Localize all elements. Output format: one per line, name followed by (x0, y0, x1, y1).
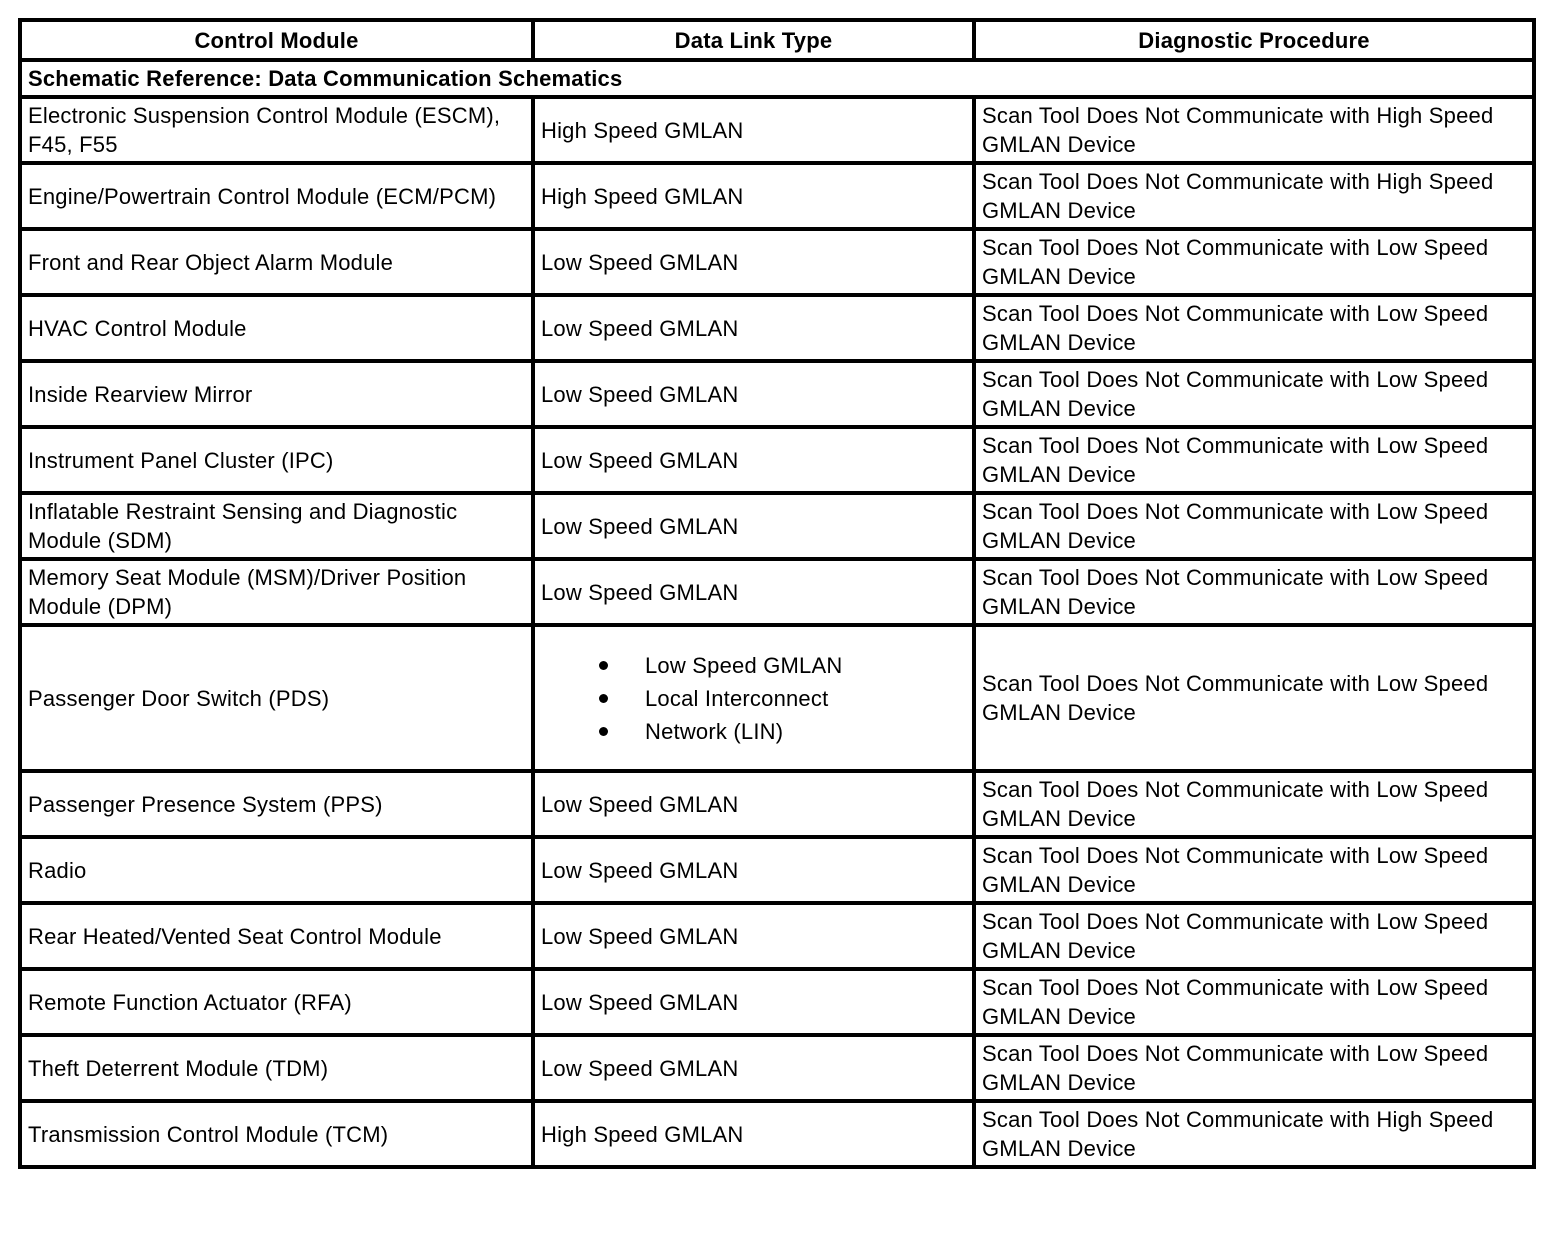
diagnostic-procedure-cell: Scan Tool Does Not Communicate with High Speed GMLAN Device (974, 97, 1534, 163)
data-link-type-cell: High Speed GMLAN (533, 163, 974, 229)
diagnostic-procedure-cell: Scan Tool Does Not Communicate with High Speed GMLAN Device (974, 1101, 1534, 1167)
control-module-cell: Passenger Presence System (PPS) (20, 771, 533, 837)
data-link-list (541, 649, 966, 748)
table-row (20, 969, 1534, 1035)
data-link-type-cell: Low Speed GMLAN (533, 559, 974, 625)
table-row (20, 903, 1534, 969)
table-row (20, 837, 1534, 903)
header-diagnostic-procedure: Diagnostic Procedure (974, 20, 1534, 60)
data-link-type-cell: High Speed GMLAN (533, 97, 974, 163)
diagnostic-procedure-cell: Scan Tool Does Not Communicate with Low Speed GMLAN Device (974, 493, 1534, 559)
data-link-type-cell: Low Speed GMLAN (533, 427, 974, 493)
data-link-type-cell: Low Speed GMLAN (533, 361, 974, 427)
data-link-list-item: Low Speed GMLAN (599, 649, 966, 682)
table-row (20, 361, 1534, 427)
diagnostic-procedure-cell: Scan Tool Does Not Communicate with Low Speed GMLAN Device (974, 1035, 1534, 1101)
data-link-type-cell (533, 625, 974, 771)
data-link-type-cell: Low Speed GMLAN (533, 229, 974, 295)
diagnostic-procedure-cell: Scan Tool Does Not Communicate with High Speed GMLAN Device (974, 163, 1534, 229)
control-module-cell: Instrument Panel Cluster (IPC) (20, 427, 533, 493)
control-module-cell: Front and Rear Object Alarm Module (20, 229, 533, 295)
control-module-cell: Rear Heated/Vented Seat Control Module (20, 903, 533, 969)
data-link-list-item: Local Interconnect (599, 682, 966, 715)
control-module-cell: Transmission Control Module (TCM) (20, 1101, 533, 1167)
header-data-link-type: Data Link Type (533, 20, 974, 60)
control-module-cell: Inside Rearview Mirror (20, 361, 533, 427)
table-row (20, 771, 1534, 837)
data-link-type-cell: Low Speed GMLAN (533, 903, 974, 969)
control-module-cell: Electronic Suspension Control Module (ESCM), F45, F55 (20, 97, 533, 163)
control-module-cell: Passenger Door Switch (PDS) (20, 625, 533, 771)
table-row (20, 1035, 1534, 1101)
control-module-cell: Memory Seat Module (MSM)/Driver Position Module (DPM) (20, 559, 533, 625)
table-row (20, 1101, 1534, 1167)
table-row (20, 163, 1534, 229)
data-link-type-cell: Low Speed GMLAN (533, 1035, 974, 1101)
diagnostic-procedure-cell: Scan Tool Does Not Communicate with Low Speed GMLAN Device (974, 229, 1534, 295)
diagnostic-procedure-cell: Scan Tool Does Not Communicate with Low Speed GMLAN Device (974, 625, 1534, 771)
data-link-type-cell: Low Speed GMLAN (533, 969, 974, 1035)
header-control-module: Control Module (20, 20, 533, 60)
diagnostic-procedure-cell: Scan Tool Does Not Communicate with Low Speed GMLAN Device (974, 427, 1534, 493)
data-link-type-cell: Low Speed GMLAN (533, 771, 974, 837)
control-module-cell: Engine/Powertrain Control Module (ECM/PCM) (20, 163, 533, 229)
data-link-type-cell: Low Speed GMLAN (533, 295, 974, 361)
control-module-table (18, 18, 1536, 1169)
diagnostic-procedure-cell: Scan Tool Does Not Communicate with Low Speed GMLAN Device (974, 903, 1534, 969)
data-link-type-cell: High Speed GMLAN (533, 1101, 974, 1167)
data-link-type-cell: Low Speed GMLAN (533, 837, 974, 903)
header-row (20, 20, 1534, 60)
table-row (20, 295, 1534, 361)
control-module-cell: Remote Function Actuator (RFA) (20, 969, 533, 1035)
table-row (20, 229, 1534, 295)
diagnostic-procedure-cell: Scan Tool Does Not Communicate with Low Speed GMLAN Device (974, 361, 1534, 427)
diagnostic-procedure-cell: Scan Tool Does Not Communicate with Low Speed GMLAN Device (974, 295, 1534, 361)
diagnostic-procedure-cell: Scan Tool Does Not Communicate with Low Speed GMLAN Device (974, 969, 1534, 1035)
data-link-list-item: Network (LIN) (599, 715, 966, 748)
table-row (20, 427, 1534, 493)
section-row (20, 60, 1534, 97)
control-module-cell: Theft Deterrent Module (TDM) (20, 1035, 533, 1101)
control-module-cell: Radio (20, 837, 533, 903)
table-row (20, 625, 1534, 771)
data-link-type-cell: Low Speed GMLAN (533, 493, 974, 559)
table-row (20, 493, 1534, 559)
table-row (20, 97, 1534, 163)
control-module-cell: Inflatable Restraint Sensing and Diagnostic Module (SDM) (20, 493, 533, 559)
diagnostic-procedure-cell: Scan Tool Does Not Communicate with Low Speed GMLAN Device (974, 559, 1534, 625)
schematic-reference: Schematic Reference: Data Communication Schematics (20, 60, 1534, 97)
control-module-cell: HVAC Control Module (20, 295, 533, 361)
diagnostic-procedure-cell: Scan Tool Does Not Communicate with Low Speed GMLAN Device (974, 771, 1534, 837)
table-row (20, 559, 1534, 625)
diagnostic-procedure-cell: Scan Tool Does Not Communicate with Low Speed GMLAN Device (974, 837, 1534, 903)
